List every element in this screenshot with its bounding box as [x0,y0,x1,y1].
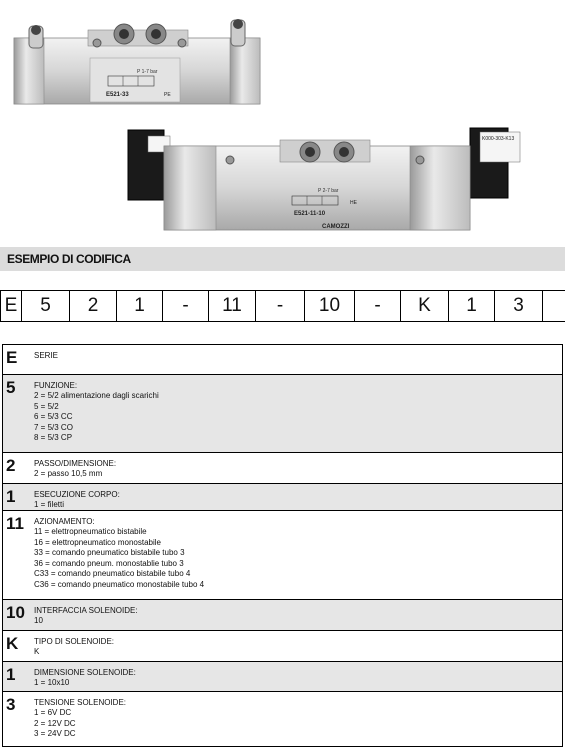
legend-code: 3 [6,695,16,714]
legend-options [34,391,159,444]
legend-row [2,375,563,453]
valve-bottom-pressure: P 2-7 bar [318,188,339,194]
product-photo [0,0,565,238]
coil-right-label: K000-303-K13 [482,136,515,142]
legend-option: 1 = 10x10 [34,678,70,687]
legend-code: 1 [6,665,16,684]
legend-row [2,692,563,747]
legend-options [34,678,69,689]
section-title: ESEMPIO DI CODIFICA [7,252,131,266]
code-cell: - [163,291,209,321]
valve-bottom [128,128,520,230]
legend-option: 2 = 5/2 alimentazione dagli scarichi [34,391,159,400]
valve-top-pressure: P 1-7 bar [137,69,158,75]
code-cell: 5 [22,291,70,321]
legend-row [2,484,563,511]
legend-options [34,647,39,658]
legend-row [2,511,563,600]
legend-option: 33 = comando pneumatico bistabile tubo 3 [34,548,185,558]
code-example-row [0,290,565,322]
legend-title: SERIE [34,351,59,360]
code-cell: 2 [70,291,117,321]
legend-option: 36 = comando pneum. monostablie tubo 3 [34,558,184,568]
legend-code: 5 [6,378,16,397]
legend-code: 1 [6,487,16,506]
code-cell: 11 [209,291,256,321]
legend-row [2,453,563,484]
legend-code: 2 [6,456,16,475]
code-cell: - [256,291,305,321]
legend-title: ESECUZIONE CORPO: [34,490,120,499]
legend-options [34,500,64,511]
code-cell: E [0,291,22,321]
valve-top-model: E521-33 [106,92,129,98]
legend-row [2,662,563,692]
legend-title: TENSIONE SOLENOIDE: [34,698,127,707]
legend-option: C33 = comando pneumatico bistabile tubo 4 [34,569,191,579]
legend-option: 3 = 24V DC [34,729,76,739]
code-cell: - [355,291,401,321]
legend-title: TIPO DI SOLENOIDE: [34,637,115,646]
code-legend-table [2,344,563,747]
legend-options [34,708,76,740]
legend-option: 1 = filetti [34,500,65,509]
legend-code: K [6,634,19,653]
legend-option: K [34,647,40,656]
legend-title: INTERFACCIA SOLENOIDE: [34,606,138,615]
legend-code: E [6,348,18,367]
legend-title: DIMENSIONE SOLENOIDE: [34,668,136,677]
legend-option: 8 = 5/3 CP [34,433,73,443]
valve-top-port: PE [164,92,171,98]
legend-option: 10 [34,616,43,625]
legend-option: C36 = comando pneumatico monostabile tubo 4 [34,579,205,589]
legend-code: 11 [6,514,24,533]
code-cell: 1 [117,291,163,321]
legend-options [34,527,204,591]
legend-title: AZIONAMENTO: [34,517,95,526]
legend-row [2,345,563,375]
code-cell: 1 [449,291,495,321]
section-header [0,247,565,271]
legend-code: 10 [6,603,25,622]
valve-bottom-port: HE [350,200,357,206]
code-cell: 10 [305,291,355,321]
legend-row [2,631,563,662]
legend-option: 1 = 6V DC [34,708,72,717]
legend-options [34,469,102,480]
legend-option: 2 = passo 10,5 mm [34,469,103,478]
legend-option: 7 = 5/3 CO [34,422,73,432]
legend-option: 11 = elettropneumatico bistabile [34,527,147,536]
valve-bottom-model: E521-11-10 [294,211,326,217]
code-cell: K [401,291,449,321]
valve-top [14,19,260,104]
brand-logo: CAMOZZI [322,224,350,230]
legend-title: FUNZIONE: [34,381,78,390]
code-cell: 3 [495,291,543,321]
legend-option: 5 = 5/2 [34,401,59,411]
legend-title: PASSO/DIMENSIONE: [34,459,117,468]
legend-options [34,616,43,627]
legend-option: 16 = elettropneumatico monostabile [34,537,161,547]
legend-row [2,600,563,631]
legend-option: 6 = 5/3 CC [34,412,73,422]
legend-option: 2 = 12V DC [34,718,76,728]
